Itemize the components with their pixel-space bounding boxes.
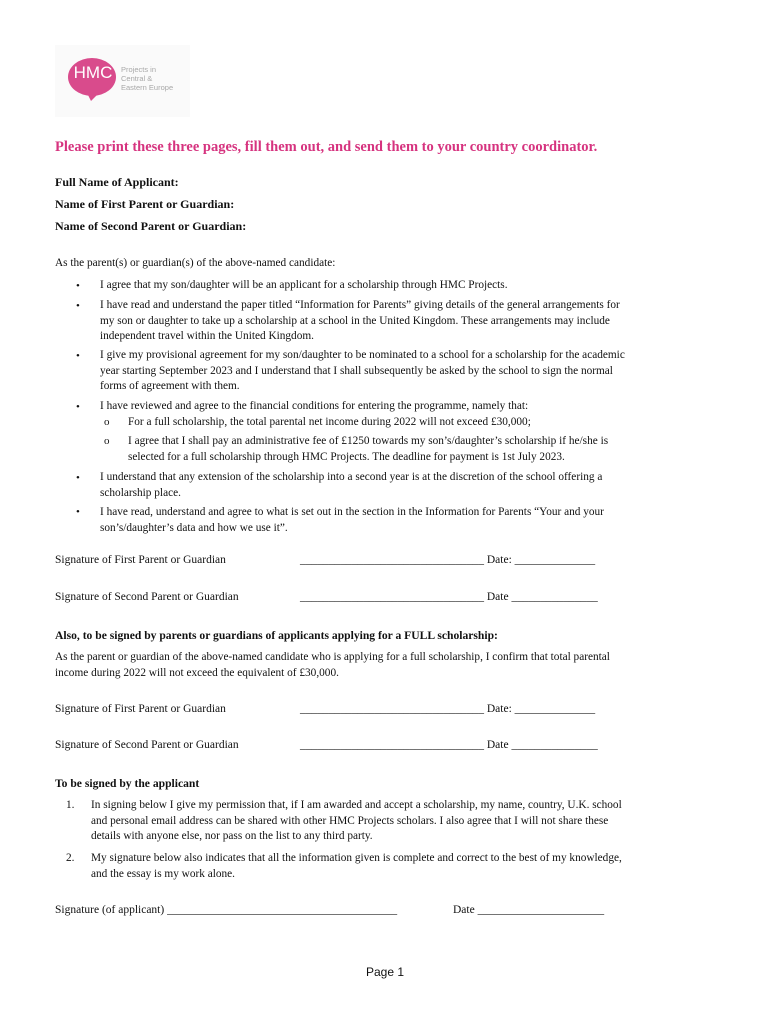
second-parent-signature-field[interactable]: ________________________________ Date _______________ <box>300 591 598 603</box>
list-item: I have read, understand and agree to what is set out in the section in the Information for Parents “Your and your son’s/daughter’s data and how we use it”. <box>100 506 604 534</box>
list-item: My signature below also indicates that all the information given is complete and correct to the best of my knowledge, and the essay is my work alone. <box>91 852 622 880</box>
sub-list-item: I agree that I shall pay an administrative fee of £1250 towards my son’s/daughter’s scholarship if he/she is selected for a full scholarship through HMC Projects. The deadline for payment is 1st July 2023. <box>128 435 609 463</box>
hmc-logo <box>55 45 190 117</box>
item-number: 2. <box>66 852 75 864</box>
second-parent-name-label: Name of Second Parent or Guardian: <box>55 219 247 233</box>
bullet-icon: • <box>76 472 80 484</box>
page-number: Page 1 <box>365 965 405 979</box>
list-item: I agree that my son/daughter will be an applicant for a scholarship through HMC Projects. <box>100 279 508 291</box>
list-item: I have reviewed and agree to the financial conditions for entering the programme, namely that: <box>100 400 529 412</box>
bullet-icon: • <box>76 506 80 518</box>
list-item: In signing below I give my permission that, if I am awarded and accept a scholarship, my name, country, U.K. school and personal email address can be shared with other HMC Projects scholars. I also agree that I will not share these details with anyone else, nor pass on the list to any third party. <box>91 799 622 842</box>
page-heading: Please print these three pages, fill them out, and send them to your country coordinator. <box>55 139 598 155</box>
list-item: I understand that any extension of the scholarship into a second year is at the discretion of the school offering a scholarship place. <box>100 471 603 499</box>
applicant-name-label: Full Name of Applicant: <box>55 175 179 189</box>
full-scholarship-text: As the parent or guardian of the above-named candidate who is applying for a full scholarship, I confirm that total parental income during 2022 will not exceed the equivalent of £30,000. <box>55 651 610 679</box>
second-parent-signature-label: Signature of Second Parent or Guardian <box>55 739 239 751</box>
first-parent-signature-label: Signature of First Parent or Guardian <box>55 703 226 715</box>
sub-bullet-icon: o <box>104 435 110 447</box>
first-parent-signature-field[interactable]: ________________________________ Date: ______________ <box>300 554 596 566</box>
full-scholarship-heading: Also, to be signed by parents or guardians of applicants applying for a FULL scholarship: <box>55 629 498 642</box>
intro-text: As the parent(s) or guardian(s) of the above-named candidate: <box>55 257 336 269</box>
bullet-icon: • <box>76 350 80 362</box>
bullet-icon: • <box>76 300 80 312</box>
first-parent-signature-field[interactable]: ________________________________ Date: ______________ <box>300 703 596 715</box>
sub-bullet-icon: o <box>104 416 110 428</box>
applicant-signature-field[interactable]: Signature (of applicant) ________________________________________ <box>55 904 398 916</box>
first-parent-name-label: Name of First Parent or Guardian: <box>55 197 235 211</box>
applicant-date-field[interactable]: Date ______________________ <box>453 904 605 916</box>
first-parent-signature-label: Signature of First Parent or Guardian <box>55 554 226 566</box>
list-item: I give my provisional agreement for my son/daughter to be nominated to a school for a scholarship for the academic year starting September 2023 and I understand that I shall subsequently be asked by the school to sign the normal forms of agreement with them. <box>100 349 625 392</box>
second-parent-signature-label: Signature of Second Parent or Guardian <box>55 591 239 603</box>
item-number: 1. <box>66 799 75 811</box>
sub-list-item: For a full scholarship, the total parental net income during 2022 will not exceed £30,000; <box>128 416 531 428</box>
bullet-icon: • <box>76 401 80 413</box>
logo-mark: HMC <box>73 63 113 82</box>
list-item: I have read and understand the paper titled “Information for Parents” giving details of the general arrangements for my son or daughter to take up a scholarship at a school in the United Kingdom. These arrangements may include independent travel within the United Kingdom. <box>100 299 620 342</box>
applicant-section-heading: To be signed by the applicant <box>55 777 200 790</box>
second-parent-signature-field[interactable]: ________________________________ Date _______________ <box>300 739 598 751</box>
bullet-icon: • <box>76 280 80 292</box>
logo-tagline: Projects in Central & Eastern Europe <box>121 65 174 92</box>
